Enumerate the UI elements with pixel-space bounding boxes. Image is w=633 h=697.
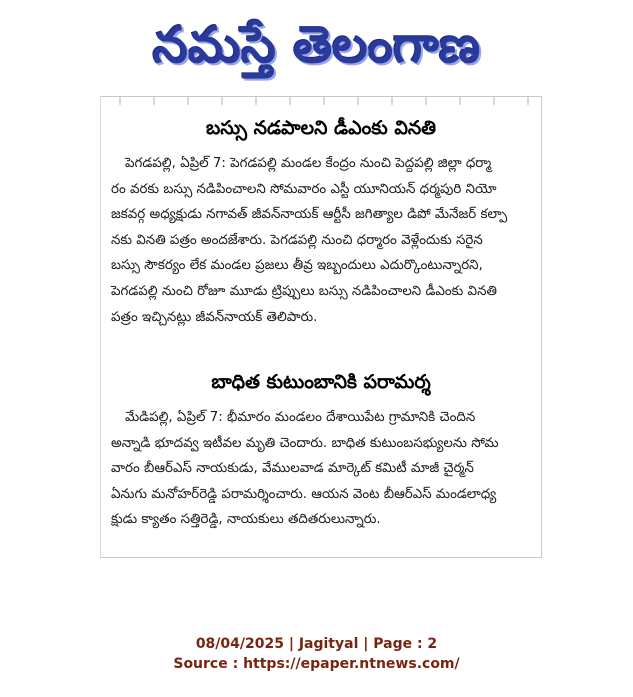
article-bus-request (101, 113, 541, 330)
torn-top-edge (101, 97, 541, 105)
edition-info: 08/04/2025 | Jagityal | Page : 2 (195, 636, 438, 652)
footer (0, 634, 633, 674)
article-body (101, 151, 541, 330)
newspaper-name: నమస్తే తెలంగాణ (152, 16, 481, 74)
article-body (101, 405, 541, 533)
article-headline: బాధిత కుటుంబానికి పరామర్శ (211, 371, 431, 393)
source-link[interactable]: Source : https://epaper.ntnews.com/ (173, 656, 460, 672)
article-line: పెగడపల్లి, ఏప్రిల్ 7: పెగడపల్లి మండల కేంద్రం నుంచి పెద్దపల్లి జిల్లా ధర్మా (125, 156, 492, 171)
article-line: పత్రం ఇచ్చినట్లు జీవన్‌నాయక్ తెలిపారు. (111, 309, 318, 325)
article-line: అన్నాడి భూదవ్వ ఇటీవల మృతి చెందారు. బాధిత కుటుంబసభ్యులను సోమ (111, 435, 499, 451)
article-line: ఏనుగు మనోహర్‌రెడ్డి పరామర్శించారు. ఆయన వెంట బీఆర్‌ఎస్ మండలాధ్య (111, 486, 497, 502)
article-line: పెగడపల్లి నుంచి రోజూ మూడు ట్రిప్పులు బస్సు నడిపించాలని డీఎంకు వినతి (111, 283, 497, 299)
article-line: జకవర్గ అధ్యక్షుడు నగావత్ జీవన్‌నాయక్ ఆర్టీసీ జగిత్యాల డిపో మేనేజర్ కల్పా (111, 207, 508, 223)
article-headline: బస్సు నడపాలని డీఎంకు వినతి (205, 117, 437, 139)
article-line: నకు వినతి పత్రం అందజేశారు. పెగడపల్లి నుంచి ధర్మారం వెళ్లేందుకు సరైన (111, 232, 483, 248)
article-family-visit (101, 367, 541, 533)
newspaper-clipping (100, 96, 542, 558)
article-line: మేడిపల్లి, ఏప్రిల్ 7: భీమారం మండలం దేశాయిపేట గ్రామానికి చెందిన (125, 410, 476, 425)
article-line: రం వరకు బస్సు నడిపించాలని సోమవారం ఎస్టీ యూనియన్ ధర్మపురి నియో (111, 181, 497, 197)
article-line: బస్సు సౌకర్యం లేక మండల ప్రజలు తీవ్ర ఇబ్బందులు ఎదుర్కొంటున్నారని, (111, 258, 483, 274)
masthead-logo (0, 4, 633, 86)
article-line: వారం బీఆర్‌ఎస్ నాయకుడు, వేములవాడ మార్కెట్ కమిటీ మాజీ చైర్మన్ (111, 461, 474, 477)
article-line: క్షుడు క్యాతం సత్తిరెడ్డి, నాయకులు తదితరులున్నారు. (111, 512, 381, 528)
